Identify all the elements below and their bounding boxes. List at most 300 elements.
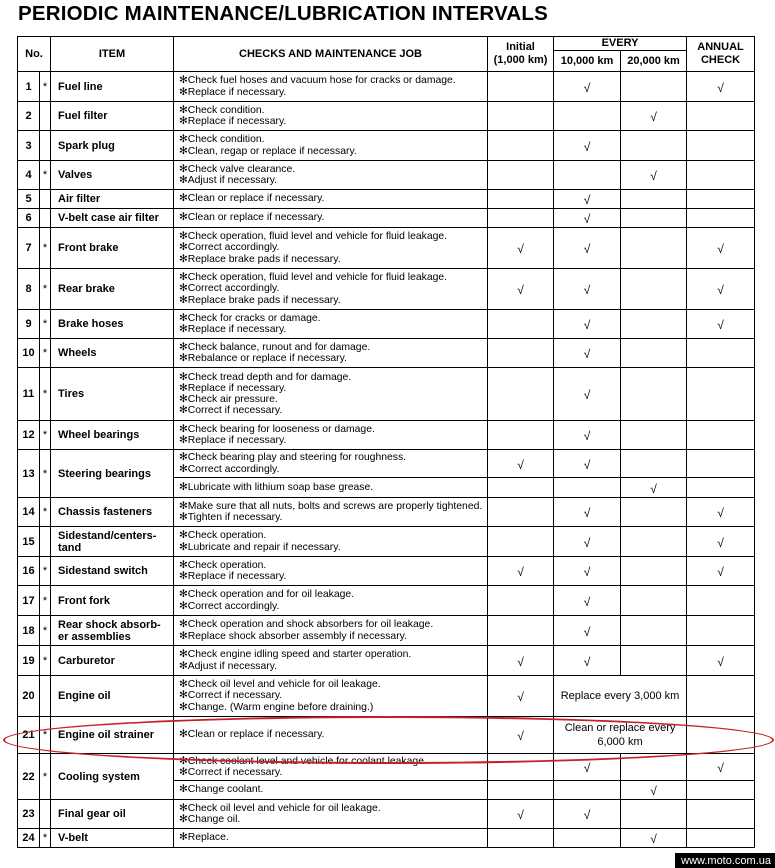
every-10000-check-cell (554, 421, 621, 450)
check-mark: √ (583, 457, 591, 472)
header-job: CHECKS AND MAINTENANCE JOB (174, 37, 488, 72)
initial-check-cell (488, 161, 554, 190)
item-name: Front fork (51, 586, 174, 616)
item-number: 8 (18, 269, 40, 310)
item-name (51, 527, 174, 557)
item-number: 18 (18, 616, 40, 646)
annual-check-cell (687, 586, 755, 616)
every-20000-check-cell (621, 102, 687, 131)
job-line: ✻Change coolant. (179, 784, 264, 796)
check-mark: √ (583, 535, 591, 550)
dealer-asterisk: * (40, 616, 51, 646)
annual-check-cell (687, 269, 755, 310)
dealer-asterisk (40, 131, 51, 161)
check-mark: √ (583, 242, 591, 256)
dealer-asterisk: * (40, 717, 51, 754)
table-row (18, 269, 755, 310)
item-name: Rear brake (51, 269, 174, 310)
dealer-asterisk: * (40, 450, 51, 498)
initial-check-cell (488, 800, 554, 829)
table-row (18, 228, 755, 269)
check-mark: √ (717, 506, 724, 520)
table-row (18, 72, 755, 102)
check-mark: √ (583, 212, 591, 226)
item-name: Sidestand switch (51, 557, 174, 586)
annual-check-cell (687, 209, 755, 228)
item-number: 15 (18, 527, 40, 557)
item-number: 9 (18, 310, 40, 339)
maintenance-job (174, 717, 488, 754)
annual-check-cell (687, 368, 755, 421)
annual-check-cell (687, 161, 755, 190)
every-20000-check-cell (621, 131, 687, 161)
job-line: ✻Replace brake pads if necessary. (179, 294, 341, 306)
job-line: ✻Check condition. (179, 134, 265, 146)
annual-check-cell (687, 102, 755, 131)
every-10000-check-cell (554, 616, 621, 646)
check-mark: √ (717, 283, 724, 297)
job-line: ✻Correct accordingly. (179, 242, 280, 254)
every-20000-check-cell (621, 800, 687, 829)
every-10000-check-cell (554, 368, 621, 421)
dealer-asterisk (40, 527, 51, 557)
check-mark: √ (583, 139, 591, 154)
item-name: Cooling system (51, 754, 174, 800)
item-name: Air filter (51, 190, 174, 209)
maintenance-job (174, 269, 488, 310)
job-line: ✻Adjust if necessary. (179, 660, 278, 672)
item-name: Spark plug (51, 131, 174, 161)
dealer-asterisk: * (40, 339, 51, 368)
job-line: ✻Check bearing play and steering for roughness. (179, 452, 407, 464)
initial-check-cell (488, 190, 554, 209)
job-line: ✻Lubricate and repair if necessary. (179, 541, 341, 553)
job-line: ✻Replace if necessary. (179, 324, 287, 335)
dealer-asterisk: * (40, 646, 51, 676)
item-name: Carburetor (51, 646, 174, 676)
every-10000-check-cell (554, 339, 621, 368)
item-number: 22 (18, 754, 40, 800)
item-name: Front brake (51, 228, 174, 269)
maintenance-job (174, 368, 488, 421)
header-no: No. (18, 37, 51, 72)
item-name-line: Sidestand/centers- (58, 529, 157, 542)
item-number: 20 (18, 676, 40, 717)
job-line: ✻Clean or replace if necessary. (179, 212, 325, 224)
initial-check-cell (488, 72, 554, 102)
job-line: ✻Check oil level and vehicle for oil leakage. (179, 802, 381, 814)
table-row (18, 557, 755, 586)
check-mark: √ (717, 80, 724, 95)
check-mark: √ (583, 318, 591, 332)
check-mark: √ (517, 565, 524, 579)
check-mark: √ (717, 565, 724, 579)
check-mark: √ (717, 654, 724, 669)
job-line: ✻Replace if necessary. (179, 116, 287, 127)
initial-check-cell (488, 368, 554, 421)
maintenance-job (174, 228, 488, 269)
job-line: ✻Correct if necessary. (179, 690, 283, 702)
job-line: ✻Correct if necessary. (179, 405, 283, 417)
job-line: ✻Replace if necessary. (179, 382, 287, 394)
job-line: ✻Check bearing for looseness or damage. (179, 423, 375, 435)
annual-check-cell (687, 478, 755, 498)
initial-check-cell (488, 616, 554, 646)
annual-check-cell (687, 754, 755, 781)
job-line: ✻Check air pressure. (179, 394, 278, 405)
item-name (51, 616, 174, 646)
every-10000-check-cell (554, 527, 621, 557)
check-mark: √ (583, 347, 591, 361)
item-name: V-belt case air filter (51, 209, 174, 228)
item-number: 17 (18, 586, 40, 616)
initial-check-cell (488, 829, 554, 848)
check-mark: √ (717, 761, 724, 775)
maintenance-job (174, 557, 488, 586)
annual-check-cell (687, 829, 755, 848)
annual-check-cell (687, 616, 755, 646)
every-20000-check-cell (621, 209, 687, 228)
initial-check-cell (488, 586, 554, 616)
every-interval-note: Clean or replace every 6,000 km (554, 717, 687, 754)
job-line: ✻Check operation and for oil leakage. (179, 589, 355, 601)
job-line: ✻Correct if necessary. (179, 767, 283, 778)
check-mark: √ (583, 80, 591, 95)
dealer-asterisk: * (40, 228, 51, 269)
maintenance-job (174, 421, 488, 450)
item-name: Tires (51, 368, 174, 421)
every-20000-check-cell (621, 478, 687, 498)
job-line: ✻Check for cracks or damage. (179, 312, 321, 324)
item-name: Steering bearings (51, 450, 174, 498)
maintenance-job (174, 800, 488, 829)
header-every-10000: 10,000 km (554, 51, 621, 72)
initial-check-cell (488, 478, 554, 498)
item-number: 21 (18, 717, 40, 754)
table-row (18, 498, 755, 527)
page-title: PERIODIC MAINTENANCE/LUBRICATION INTERVALS (18, 2, 549, 25)
job-line: ✻Correct accordingly. (179, 283, 280, 295)
every-10000-check-cell (554, 800, 621, 829)
dealer-asterisk: * (40, 161, 51, 190)
table-row (18, 527, 755, 557)
every-20000-check-cell (621, 450, 687, 478)
maintenance-job (174, 586, 488, 616)
every-20000-check-cell (621, 161, 687, 190)
initial-check-cell (488, 209, 554, 228)
table-row (18, 421, 755, 450)
header-row (18, 37, 755, 51)
job-line: ✻Check coolant level and vehicle for coolant leakage. (179, 755, 427, 767)
job-line: ✻Replace if necessary. (179, 571, 287, 582)
check-mark: √ (650, 110, 657, 124)
header-annual-check: CHECK (700, 54, 741, 66)
item-number: 23 (18, 800, 40, 829)
item-name-line: er assemblies (58, 630, 131, 643)
item-name: Wheels (51, 339, 174, 368)
dealer-asterisk (40, 676, 51, 717)
dealer-asterisk: * (40, 754, 51, 800)
check-mark: √ (517, 729, 524, 743)
dealer-asterisk: * (40, 269, 51, 310)
initial-check-cell (488, 527, 554, 557)
every-10000-check-cell (554, 161, 621, 190)
annual-check-cell (687, 72, 755, 102)
check-mark: √ (517, 808, 524, 822)
initial-check-cell (488, 228, 554, 269)
check-mark: √ (717, 535, 724, 550)
dealer-asterisk: * (40, 829, 51, 848)
table-row (18, 209, 755, 228)
every-10000-check-cell (554, 72, 621, 102)
item-number: 3 (18, 131, 40, 161)
dealer-asterisk: * (40, 586, 51, 616)
annual-check-cell (687, 421, 755, 450)
maintenance-job (174, 339, 488, 368)
annual-check-cell (687, 800, 755, 829)
maintenance-job (174, 781, 488, 800)
check-mark: √ (717, 242, 724, 256)
initial-check-cell (488, 498, 554, 527)
item-number: 11 (18, 368, 40, 421)
item-name: Valves (51, 161, 174, 190)
job-line: ✻Check operation, fluid level and vehicle for fluid leakage. (179, 272, 448, 284)
check-mark: √ (517, 690, 524, 704)
job-line: ✻Correct accordingly. (179, 600, 280, 612)
check-mark: √ (583, 429, 591, 443)
every-interval-note: Replace every 3,000 km (554, 676, 687, 717)
item-number: 7 (18, 228, 40, 269)
table-row (18, 102, 755, 131)
every-10000-check-cell (554, 190, 621, 209)
check-mark: √ (583, 506, 591, 520)
header-item: ITEM (51, 37, 174, 72)
job-line: ✻Tighten if necessary. (179, 512, 283, 523)
check-mark: √ (583, 624, 591, 639)
initial-check-cell (488, 754, 554, 781)
table-row (18, 586, 755, 616)
maintenance-job (174, 102, 488, 131)
header-initial (488, 37, 554, 72)
check-mark: √ (517, 242, 524, 256)
check-mark: √ (583, 761, 591, 775)
every-10000-check-cell (554, 754, 621, 781)
table-row (18, 131, 755, 161)
dealer-asterisk (40, 800, 51, 829)
dealer-asterisk: * (40, 310, 51, 339)
check-mark: √ (650, 481, 657, 496)
job-line: ✻Change oil. (179, 814, 241, 825)
job-line: ✻Replace shock absorber assembly if necessary. (179, 630, 407, 642)
check-mark: √ (517, 457, 524, 472)
check-mark: √ (583, 283, 591, 297)
every-10000-check-cell (554, 310, 621, 339)
every-10000-check-cell (554, 498, 621, 527)
item-number: 4 (18, 161, 40, 190)
annual-check-cell (687, 310, 755, 339)
dealer-asterisk: * (40, 498, 51, 527)
every-20000-check-cell (621, 368, 687, 421)
initial-check-cell (488, 781, 554, 800)
item-number: 12 (18, 421, 40, 450)
job-line: ✻Check operation. (179, 559, 267, 571)
annual-check-cell (687, 498, 755, 527)
item-number: 14 (18, 498, 40, 527)
dealer-asterisk: * (40, 421, 51, 450)
item-number: 24 (18, 829, 40, 848)
maintenance-job (174, 527, 488, 557)
item-name: Wheel bearings (51, 421, 174, 450)
annual-check-cell (687, 190, 755, 209)
job-line: ✻Correct accordingly. (179, 463, 280, 475)
every-10000-check-cell (554, 829, 621, 848)
annual-check-cell (687, 676, 755, 717)
job-line: ✻Replace if necessary. (179, 435, 287, 446)
check-mark: √ (517, 283, 524, 297)
maintenance-job (174, 498, 488, 527)
job-line: ✻Replace if necessary. (179, 86, 287, 98)
initial-check-cell (488, 676, 554, 717)
every-20000-check-cell (621, 228, 687, 269)
job-line: ✻Check fuel hoses and vacuum hose for cracks or damage. (179, 75, 456, 87)
every-20000-check-cell (621, 190, 687, 209)
item-name: Final gear oil (51, 800, 174, 829)
every-10000-check-cell (554, 209, 621, 228)
annual-check-cell (687, 450, 755, 478)
item-number: 2 (18, 102, 40, 131)
dealer-asterisk: * (40, 72, 51, 102)
annual-check-cell (687, 781, 755, 800)
check-mark: √ (583, 808, 591, 822)
job-line: ✻Check condition. (179, 104, 265, 116)
check-mark: √ (583, 565, 591, 579)
check-mark: √ (650, 169, 657, 183)
check-mark: √ (517, 654, 524, 669)
table-row (18, 161, 755, 190)
initial-check-cell (488, 557, 554, 586)
dealer-asterisk (40, 190, 51, 209)
watermark: www.moto.com.ua (675, 853, 775, 868)
initial-check-cell (488, 339, 554, 368)
table-row (18, 829, 755, 848)
maintenance-job (174, 310, 488, 339)
header-initial-km: (1,000 km) (493, 54, 548, 66)
maintenance-job (174, 676, 488, 717)
job-line: ✻Check balance, runout and for damage. (179, 341, 371, 353)
annual-check-cell (687, 646, 755, 676)
job-line: ✻Check engine idling speed and starter operation. (179, 649, 412, 661)
every-10000-check-cell (554, 269, 621, 310)
job-line: ✻Clean or replace if necessary. (179, 193, 325, 205)
maintenance-job (174, 478, 488, 498)
every-20000-check-cell (621, 781, 687, 800)
initial-check-cell (488, 269, 554, 310)
job-line: ✻Check valve clearance. (179, 163, 296, 175)
item-number: 16 (18, 557, 40, 586)
initial-check-cell (488, 421, 554, 450)
check-mark: √ (583, 388, 591, 402)
item-name: Fuel filter (51, 102, 174, 131)
maintenance-job (174, 131, 488, 161)
every-20000-check-cell (621, 269, 687, 310)
annual-check-cell (687, 228, 755, 269)
table-row (18, 190, 755, 209)
job-line: ✻Clean, regap or replace if necessary. (179, 145, 357, 157)
annual-check-cell (687, 527, 755, 557)
header-every: EVERY (554, 37, 687, 51)
table-row (18, 368, 755, 421)
job-line: ✻Replace brake pads if necessary. (179, 253, 341, 265)
every-20000-check-cell (621, 557, 687, 586)
maintenance-job (174, 190, 488, 209)
maintenance-table (17, 36, 755, 848)
every-20000-check-cell (621, 754, 687, 781)
job-line: ✻Check oil level and vehicle for oil leakage. (179, 679, 381, 691)
table-row (18, 676, 755, 717)
check-mark: √ (583, 654, 591, 669)
check-mark: √ (583, 193, 591, 207)
every-20000-check-cell (621, 498, 687, 527)
item-name-line: Rear shock absorb- (58, 618, 161, 631)
initial-check-cell (488, 131, 554, 161)
every-10000-check-cell (554, 131, 621, 161)
dealer-asterisk (40, 209, 51, 228)
header-every-20000: 20,000 km (621, 51, 687, 72)
item-number: 5 (18, 190, 40, 209)
item-name: V-belt (51, 829, 174, 848)
job-line: ✻Make sure that all nuts, bolts and screws are properly tightened. (179, 500, 483, 512)
table-row (18, 339, 755, 368)
every-20000-check-cell (621, 72, 687, 102)
item-name: Engine oil strainer (51, 717, 174, 754)
dealer-asterisk: * (40, 557, 51, 586)
table-row (18, 754, 755, 781)
check-mark: √ (583, 594, 591, 609)
item-name-line: tand (58, 541, 82, 554)
every-20000-check-cell (621, 421, 687, 450)
table-row (18, 800, 755, 829)
job-line: ✻Check operation and shock absorbers for oil leakage. (179, 619, 434, 631)
job-line: ✻Rebalance or replace if necessary. (179, 353, 347, 364)
job-line: ✻Adjust if necessary. (179, 175, 278, 186)
every-10000-check-cell (554, 586, 621, 616)
item-number: 13 (18, 450, 40, 498)
item-number: 6 (18, 209, 40, 228)
every-20000-check-cell (621, 616, 687, 646)
item-number: 10 (18, 339, 40, 368)
check-mark: √ (717, 318, 724, 332)
item-name: Engine oil (51, 676, 174, 717)
item-name: Brake hoses (51, 310, 174, 339)
job-line: ✻Clean or replace if necessary. (179, 729, 325, 741)
every-10000-check-cell (554, 646, 621, 676)
job-line: ✻Lubricate with lithium soap base grease. (179, 481, 374, 493)
every-20000-check-cell (621, 586, 687, 616)
annual-check-cell (687, 339, 755, 368)
maintenance-job (174, 209, 488, 228)
maintenance-job (174, 72, 488, 102)
initial-check-cell (488, 450, 554, 478)
job-line: ✻Check operation. (179, 530, 267, 542)
maintenance-job (174, 161, 488, 190)
job-line: ✻Change. (Warm engine before draining.) (179, 701, 374, 713)
every-20000-check-cell (621, 646, 687, 676)
every-20000-check-cell (621, 527, 687, 557)
job-line: ✻Check tread depth and for damage. (179, 371, 352, 383)
annual-check-cell (687, 717, 755, 754)
every-10000-check-cell (554, 450, 621, 478)
table-row (18, 646, 755, 676)
